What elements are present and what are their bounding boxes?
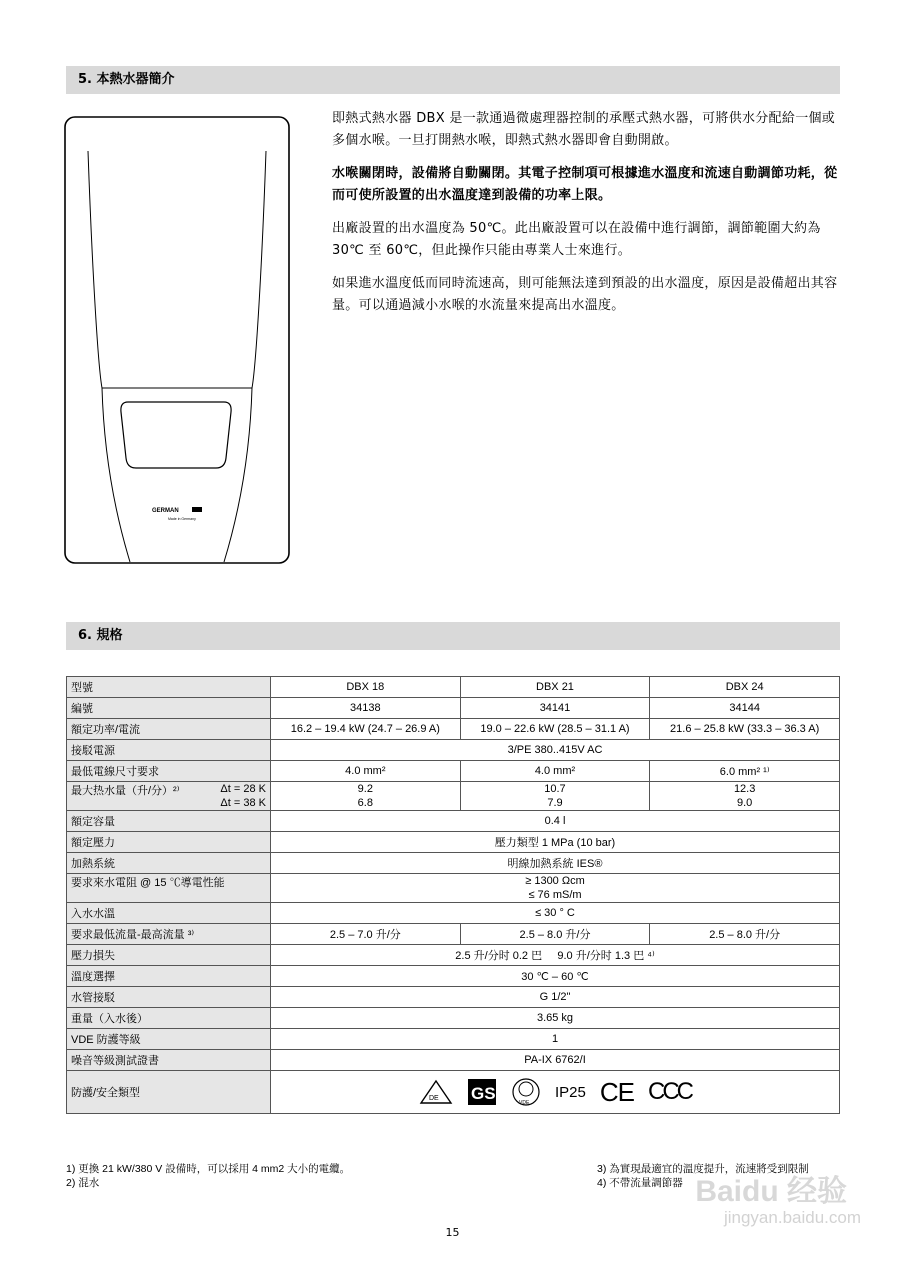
page-number: 15	[445, 1226, 460, 1239]
footnote-4: 4) 不帶流量調節器	[597, 1177, 683, 1189]
svg-text:VDE: VDE	[519, 1100, 530, 1106]
safety-cell	[271, 1071, 840, 1114]
inlet-cell: ≤ 30 ° C	[271, 903, 840, 924]
flow-cell	[460, 782, 650, 811]
svg-text:DE: DE	[429, 1095, 439, 1102]
minflow-cell: 2.5 – 7.0 升/分	[271, 924, 461, 945]
table-row	[67, 903, 840, 924]
model-cell: DBX 21	[460, 677, 650, 698]
flow-cell	[271, 782, 461, 811]
vde-triangle-icon	[419, 1079, 453, 1105]
flow-label: 最大热水量（升/分）²⁾	[71, 785, 180, 797]
weight-cell: 3.65 kg	[271, 1008, 840, 1029]
ip-rating: IP25	[555, 1083, 586, 1101]
spec-table	[66, 676, 840, 1114]
weight-label: 重量（入水後）	[67, 1008, 271, 1029]
loss-label: 壓力損失	[67, 945, 271, 966]
device-brand-label: GERMAN	[152, 508, 179, 514]
table-row	[67, 874, 840, 903]
table-row	[67, 924, 840, 945]
flow38-value: 9.0	[737, 797, 753, 809]
intro-paragraph-1: 即熱式熱水器 DBX 是一款通過微處理器控制的承壓式熱水器，可將供水分配給一個或多個水喉。一旦打開熱水喉，即熱式熱水器即會自動開啟。	[332, 111, 836, 148]
model-cell: DBX 24	[650, 677, 840, 698]
vde-cell: 1	[271, 1029, 840, 1050]
code-cell: 34144	[650, 698, 840, 719]
table-row	[67, 698, 840, 719]
ce-mark: CE	[599, 1076, 634, 1107]
flow28-value: 12.3	[733, 783, 756, 795]
temp-cell: 30 ℃ – 60 ℃	[271, 966, 840, 987]
table-row	[67, 945, 840, 966]
inlet-label: 入水水溫	[67, 903, 271, 924]
pipe-label: 水管接駁	[67, 987, 271, 1008]
capacity-cell: 0.4 l	[271, 811, 840, 832]
intro-paragraph-2: 水喉關閉時，設備將自動關閉。其電子控制項可根據進水溫度和流速自動調節功耗，從而可使所設置的出水溫度達到設備的功率上限。	[332, 166, 838, 203]
model-cell: DBX 18	[271, 677, 461, 698]
resist-label: 要求來水電阻 @ 15 ℃導電性能	[67, 874, 271, 903]
flow-label-cell	[67, 782, 271, 811]
table-row	[67, 1008, 840, 1029]
footnote-2: 2) 混水	[66, 1177, 100, 1189]
safety-label: 防護/安全類型	[67, 1071, 271, 1114]
power-cell: 21.6 – 25.8 kW (33.3 – 36.3 A)	[650, 719, 840, 740]
table-row	[67, 811, 840, 832]
table-row	[67, 966, 840, 987]
device-origin-label: Made in Germany	[168, 517, 196, 521]
cable-cell: 4.0 mm²	[460, 761, 650, 782]
footnotes-left	[66, 1162, 350, 1190]
section-5-title: 5. 本熱水器簡介	[66, 66, 840, 94]
resist-value-2: ≤ 76 mS/m	[528, 889, 582, 901]
capacity-label: 額定容量	[67, 811, 271, 832]
power-cell: 19.0 – 22.6 kW (28.5 – 31.1 A)	[460, 719, 650, 740]
flow28-value: 9.2	[357, 783, 373, 795]
flow-dt1: Δt = 28 K	[220, 783, 266, 795]
minflow-label: 要求最低流量-最高流量 ³⁾	[67, 924, 271, 945]
table-row	[67, 1050, 840, 1071]
loss-cell: 2.5 升/分时 0.2 巴 9.0 升/分时 1.3 巴 ⁴⁾	[271, 945, 840, 966]
intro-paragraph-3: 出廠設置的出水溫度為 50℃。此出廠設置可以在設備中進行調節，調節範圍大約為 30℃ 至 60℃，但此操作只能由專業人士來進行。	[332, 221, 821, 258]
resist-value-1: ≥ 1300 Ωcm	[525, 875, 585, 887]
table-row	[67, 677, 840, 698]
flag-icon	[192, 507, 202, 512]
power-cell: 16.2 – 19.4 kW (24.7 – 26.9 A)	[271, 719, 461, 740]
intro-paragraph-4: 如果進水溫度低而同時流速高，則可能無法達到預設的出水溫度，原因是設備超出其容量。可以通過減小水喉的水流量來提高出水溫度。	[332, 276, 838, 313]
vde-circle-icon	[511, 1077, 541, 1107]
flow38-value: 7.9	[547, 797, 563, 809]
noise-cell: PA-IX 6762/I	[271, 1050, 840, 1071]
code-label: 編號	[67, 698, 271, 719]
code-cell: 34141	[460, 698, 650, 719]
footnote-3: 3) 為實現最適宜的溫度提升，流速將受到限制	[597, 1163, 809, 1175]
minflow-cell: 2.5 – 8.0 升/分	[650, 924, 840, 945]
minflow-cell: 2.5 – 8.0 升/分	[460, 924, 650, 945]
flow-cell	[650, 782, 840, 811]
gs-mark-icon	[467, 1078, 497, 1106]
pressure-label: 額定壓力	[67, 832, 271, 853]
code-cell: 34138	[271, 698, 461, 719]
resist-cell	[271, 874, 840, 903]
flow28-value: 10.7	[544, 783, 566, 795]
temp-label: 溫度選擇	[67, 966, 271, 987]
table-row	[67, 987, 840, 1008]
table-row	[67, 782, 840, 811]
power-label: 額定功率/電流	[67, 719, 271, 740]
footnote-1: 1) 更換 21 kW/380 V 設備時，可以採用 4 mm2 大小的電纜。	[66, 1163, 351, 1175]
intro-text	[332, 108, 840, 328]
table-row	[67, 832, 840, 853]
table-row	[67, 719, 840, 740]
flow38-value: 6.8	[357, 797, 373, 809]
noise-label: 噪音等級測試證書	[67, 1050, 271, 1071]
table-row	[67, 740, 840, 761]
pressure-cell: 壓力類型 1 MPa (10 bar)	[271, 832, 840, 853]
vde-label: VDE 防護等級	[67, 1029, 271, 1050]
water-heater-illustration	[64, 116, 290, 566]
section-6-title: 6. 規格	[66, 622, 840, 650]
supply-cell: 3/PE 380..415V AC	[271, 740, 840, 761]
cable-cell: 4.0 mm²	[271, 761, 461, 782]
ccc-mark: CCC	[647, 1078, 691, 1105]
model-label: 型號	[67, 677, 271, 698]
table-row	[67, 1029, 840, 1050]
watermark-logo: Baidu 经验	[695, 1175, 847, 1208]
flow-dt2: Δt = 38 K	[220, 797, 266, 809]
heating-cell: 明線加熱系統 IES®	[271, 853, 840, 874]
watermark-url: jingyan.baidu.com	[723, 1208, 861, 1227]
supply-label: 接駁電源	[67, 740, 271, 761]
heating-label: 加熱系統	[67, 853, 271, 874]
pipe-cell: G 1/2"	[271, 987, 840, 1008]
cable-label: 最低電線尺寸要求	[67, 761, 271, 782]
svg-text:GS: GS	[471, 1084, 496, 1103]
table-row	[67, 1071, 840, 1114]
table-row	[67, 853, 840, 874]
table-row	[67, 761, 840, 782]
cable-cell: 6.0 mm² ¹⁾	[650, 761, 840, 782]
